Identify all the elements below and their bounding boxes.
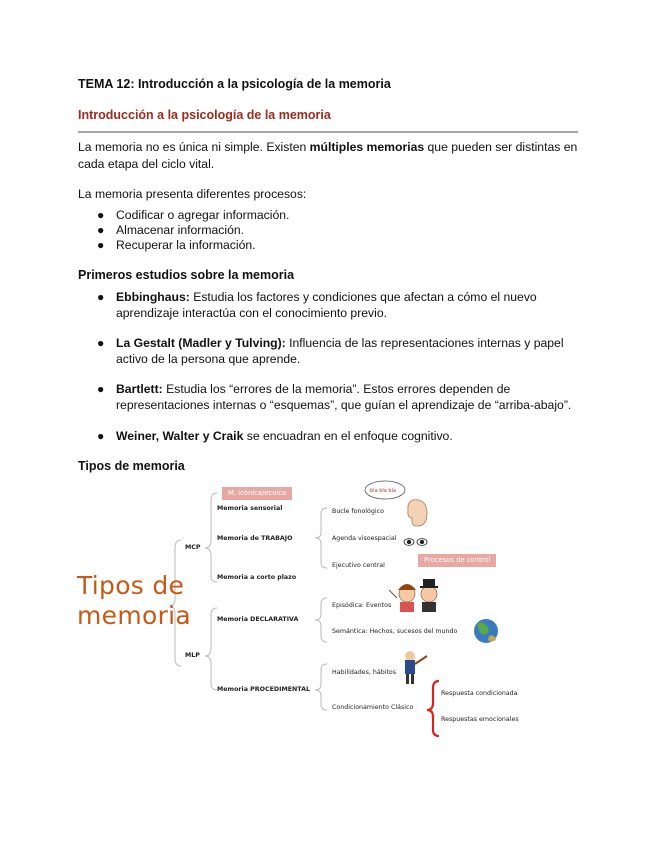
trabajo-label: Memoria de TRABAJO: [217, 535, 293, 542]
agenda-label: Agenda visoespacial: [332, 535, 397, 542]
studies-heading: Primeros estudios sobre la memoria: [78, 268, 295, 282]
corto-plazo-label: Memoria a corto plazo: [217, 574, 297, 581]
intro-text-bold: múltiples memorias: [309, 140, 425, 154]
process-item: ● Codificar o agregar información.: [97, 208, 290, 222]
semantica-label: Semántica: Hechos, sucesos del mundo: [332, 628, 458, 635]
sensorial-label: Memoria sensorial: [217, 505, 283, 512]
habilidades-label: Habilidades, hábitos: [332, 669, 397, 676]
study-item-line2: aprendizaje interactúa con el conocimiento previo.: [116, 306, 387, 320]
red-brace: [427, 681, 439, 736]
mcp-label: MCP: [185, 544, 201, 551]
ejecutivo-label: Ejecutivo central: [332, 562, 385, 569]
intro-text-end: que pueden ser distintas en: [424, 140, 578, 154]
bullet-dot: ●: [97, 238, 105, 252]
process-item: ● Almacenar información.: [97, 223, 245, 237]
episodica-label: Episódica: Eventos: [332, 602, 392, 609]
bullet-dot: ●: [97, 429, 105, 443]
memory-types-diagram: [77, 478, 528, 738]
processes-intro: La memoria presenta diferentes procesos:: [78, 187, 307, 201]
types-heading: Tipos de memoria: [78, 459, 185, 473]
bullet-dot: ●: [97, 382, 105, 396]
procedimental-label: Memoria PROCEDIMENTAL: [217, 686, 310, 693]
study-item-line2: activo de la persona que aprende.: [116, 352, 301, 366]
bullet-dot: ●: [97, 223, 105, 237]
svg-text:bla bla bla: bla bla bla: [370, 488, 397, 494]
declarativa-label: Memoria DECLARATIVA: [217, 616, 299, 623]
intro-paragraph-line2: cada etapa del ciclo vital.: [78, 157, 215, 171]
diagram-big-title: Tipos de memoria: [77, 571, 192, 630]
iconica-pill: M. icónica/ecoica: [222, 487, 292, 500]
respuestas-emocionales-label: Respuestas emocionales: [441, 716, 519, 723]
study-item: ● Ebbinghaus: Estudia los factores y condiciones que afectan a cómo el nuevo: [97, 290, 537, 304]
process-item: ● Recuperar la información.: [97, 238, 256, 252]
study-item: ● La Gestalt (Madler y Tulving): Influencia de las representaciones internas y papel: [97, 336, 564, 350]
couple-illustration: [389, 579, 438, 612]
eyes-illustration: [404, 539, 427, 546]
violinist-illustration: [405, 651, 427, 684]
condicionamiento-label: Condicionamiento Clásico: [332, 704, 414, 711]
mlp-label: MLP: [185, 652, 200, 659]
bullet-dot: ●: [97, 336, 105, 350]
section-title: Introducción a la psicología de la memoria: [78, 108, 331, 122]
intro-text-start: La memoria no es única ni simple. Existen: [78, 140, 310, 154]
study-item-line2: representaciones internas o “esquemas”, que guían el aprendizaje de “arriba-abajo”.: [116, 398, 572, 412]
horizontal-rule: [78, 131, 578, 133]
bullet-dot: ●: [97, 290, 105, 304]
study-item: ● Bartlett: Estudia los “errores de la memoria”. Estos errores dependen de: [97, 382, 511, 396]
bullet-dot: ●: [97, 208, 105, 222]
procesos-control-pill: Procesos de control: [418, 554, 496, 567]
bucle-label: Bucle fonológico: [332, 508, 384, 515]
globe-illustration: [474, 619, 498, 643]
study-item: ● Weiner, Walter y Craik se encuadran en el enfoque cognitivo.: [97, 429, 453, 443]
intro-paragraph: [78, 139, 577, 156]
page-title: TEMA 12: Introducción a la psicología de la memoria: [78, 77, 391, 91]
respuesta-condicionada-label: Respuesta condicionada: [441, 690, 518, 697]
ear-illustration: [365, 481, 427, 526]
